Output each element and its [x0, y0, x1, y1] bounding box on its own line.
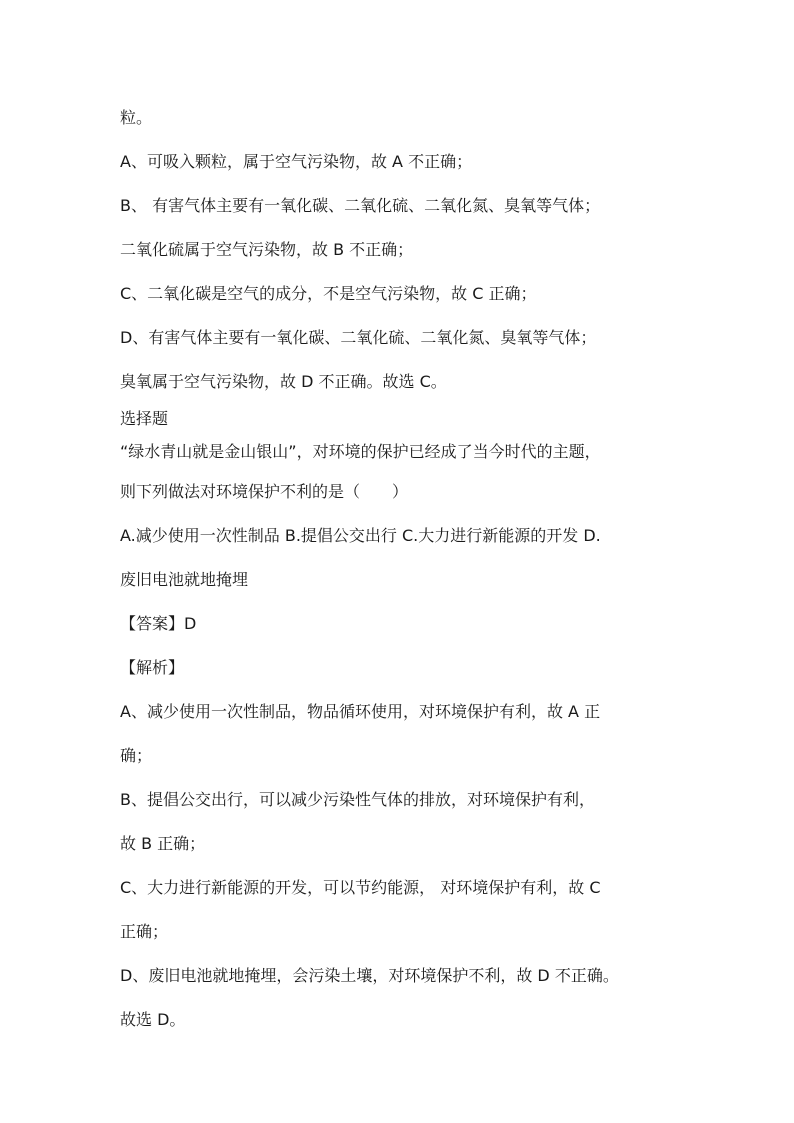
- question-options: 废旧电池就地掩埋: [120, 570, 249, 589]
- text-line: 正确；: [120, 922, 169, 941]
- question-text: 则下列做法对环境保护不利的是（ ）: [120, 482, 409, 501]
- text-line: C、大力进行新能源的开发，可以节约能源， 对环境保护有利，故 C: [120, 878, 601, 897]
- text-line: 故选 D。: [120, 1010, 186, 1029]
- text-line: A、减少使用一次性制品，物品循环使用，对环境保护有利，故 A 正: [120, 702, 601, 721]
- analysis-label: 【解析】: [120, 658, 185, 677]
- question-text: “绿水青山就是金山银山”，对环境的保护已经成了当今时代的主题，: [120, 442, 601, 461]
- document-body: [120, 96, 690, 1042]
- text-line: D、有害气体主要有一氧化碳、二氧化硫、二氧化氮、臭氧等气体；: [120, 328, 597, 347]
- text-line: 确；: [120, 746, 153, 765]
- text-line: D、废旧电池就地掩埋，会污染土壤，对环境保护不利，故 D 不正确。: [120, 966, 619, 985]
- text-line: 二氧化硫属于空气污染物，故 B 不正确；: [120, 240, 414, 259]
- text-line: 故 B 正确；: [120, 834, 206, 853]
- answer-label: 【答案】D: [120, 614, 197, 633]
- text-line: 臭氧属于空气污染物，故 D 不正确。故选 C。: [120, 372, 447, 391]
- question-options: A.减少使用一次性制品 B.提倡公交出行 C.大力进行新能源的开发 D.: [120, 526, 601, 545]
- section-heading: 选择题: [120, 409, 169, 428]
- text-line: B、 有害气体主要有一氧化碳、二氧化硫、二氧化氮、臭氧等气体；: [120, 196, 601, 215]
- text-line: 粒。: [120, 108, 153, 127]
- text-line: C、二氧化碳是空气的成分，不是空气污染物，故 C 正确；: [120, 284, 537, 303]
- text-line: A、可吸入颗粒，属于空气污染物，故 A 不正确；: [120, 152, 473, 171]
- text-line: B、提倡公交出行，可以减少污染性气体的排放，对环境保护有利，: [120, 790, 595, 809]
